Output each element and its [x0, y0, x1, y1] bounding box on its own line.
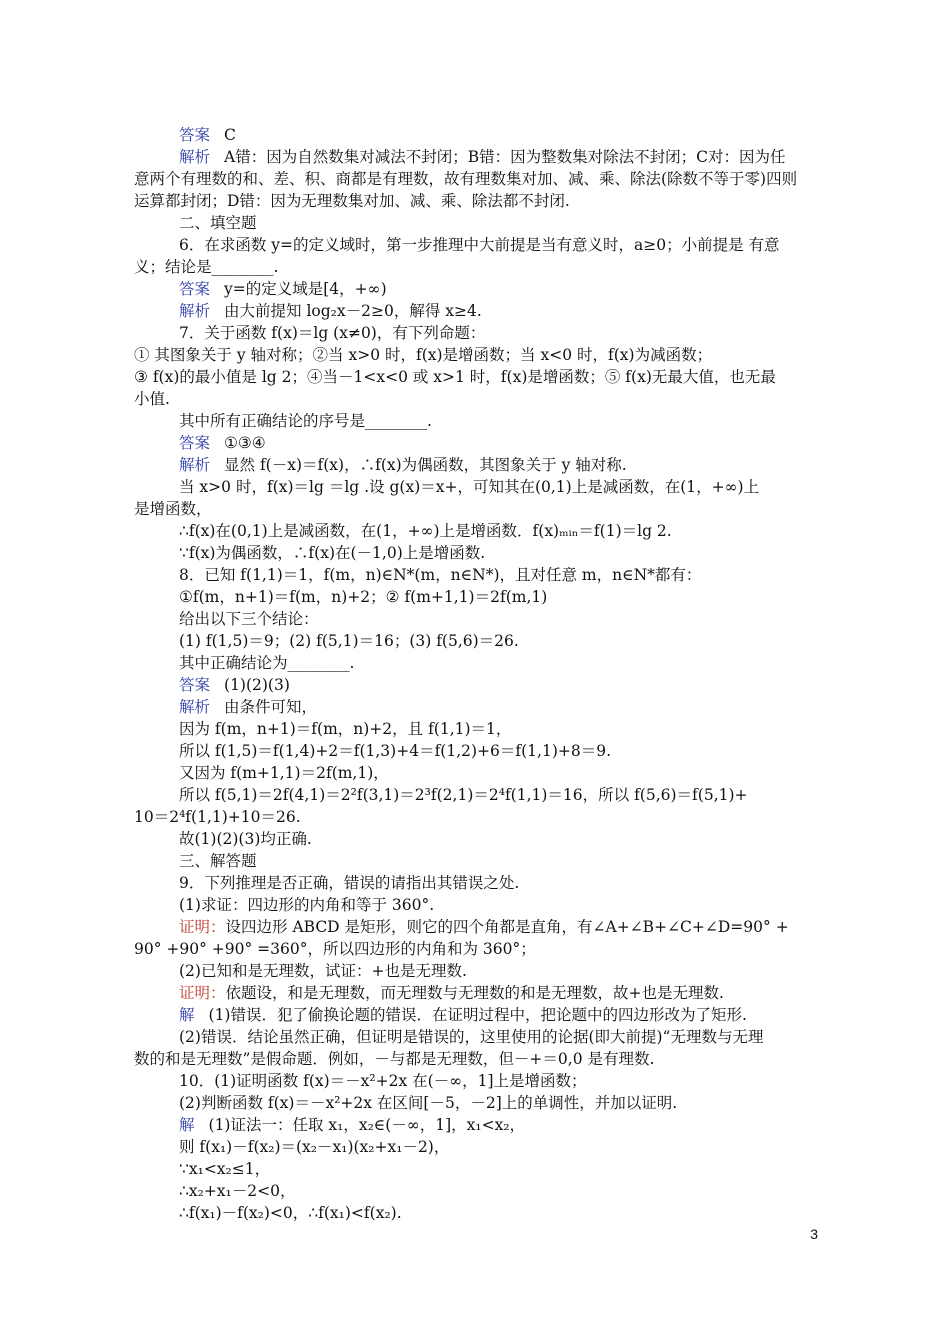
line-text: 其中正确结论为________.	[179, 654, 355, 672]
line-text: 10＝2⁴f(1,1)+10＝26.	[134, 808, 301, 826]
line-text: 三、解答题	[179, 852, 257, 870]
text-line	[179, 322, 485, 344]
text-line	[179, 982, 724, 1004]
line-text: 8．已知 f(1,1)＝1，f(m，n)∈N*(m，n∈N*)，且对任意 m，n∈N*都有：	[179, 566, 702, 584]
text-line	[179, 872, 519, 894]
answer-tag: 答案	[179, 676, 211, 694]
line-text: 9．下列推理是否正确，错误的请指出其错误之处.	[179, 874, 520, 892]
text-line	[179, 1026, 763, 1048]
text-line	[179, 1136, 449, 1158]
line-text: (1)(2)(3)	[224, 676, 290, 694]
answer-tag: 解析	[179, 456, 211, 474]
text-line	[179, 894, 434, 916]
text-line	[179, 1202, 402, 1224]
line-text: A错：因为自然数集对减法不封闭；B错：因为整数集对除法不封闭；C对：因为任	[224, 148, 786, 166]
text-line	[179, 410, 432, 432]
line-text: (2)判断函数 f(x)＝－x²+2x 在区间[－5，－2]上的单调性，并加以证明.	[179, 1094, 678, 1112]
line-text: 故(1)(2)(3)均正确.	[179, 830, 312, 848]
line-text: (1) f(1,5)＝9；(2) f(5,1)＝16；(3) f(5,6)＝26.	[179, 632, 519, 650]
text-line	[179, 960, 467, 982]
text-line	[134, 1048, 654, 1070]
text-line	[179, 784, 748, 806]
line-text: ①f(m，n+1)＝f(m，n)+2；② f(m+1,1)＝2f(m,1)	[179, 588, 548, 606]
text-line	[179, 1070, 587, 1092]
line-text: ① 其图象关于 y 轴对称；②当 x>0 时，f(x)是增函数；当 x<0 时，f(x)为减函数；	[134, 346, 713, 364]
text-line	[179, 234, 780, 256]
line-text: (1)错误．犯了偷换论题的错误．在证明过程中，把论题中的四边形改为了矩形.	[208, 1006, 747, 1024]
text-line	[179, 1158, 270, 1180]
text-line	[179, 740, 611, 762]
line-text: C	[224, 126, 236, 144]
proof-tag: 证明：	[179, 918, 226, 936]
line-text: 则 f(x₁)－f(x₂)＝(x₂－x₁)(x₂+x₁－2)，	[179, 1138, 450, 1156]
line-text: 又因为 f(m+1,1)＝2f(m,1)，	[179, 764, 389, 782]
line-text: (2)已知和是无理数，试证：+也是无理数.	[179, 962, 467, 980]
line-text: 其中所有正确结论的序号是________.	[179, 412, 432, 430]
text-line	[179, 432, 266, 454]
text-line	[134, 806, 301, 828]
line-text: 数的和是无理数”是假命题．例如，－与都是无理数，但－+＝0,0 是有理数.	[134, 1050, 655, 1068]
text-line	[179, 212, 257, 234]
line-text: ∵x₁<x₂≤1，	[179, 1160, 271, 1178]
answer-tag: 解	[179, 1116, 195, 1134]
line-text: 意两个有理数的和、差、积、商都是有理数，故有理数集对加、减、乘、除法(除数不等于零)四则	[134, 170, 798, 188]
text-line	[179, 608, 319, 630]
line-text: (1)证法一：任取 x₁，x₂∈(－∞，1]，x₁<x₂，	[208, 1116, 526, 1134]
line-text: 当 x>0 时，f(x)＝lg ＝lg .设 g(x)＝x+，可知其在(0,1)上是减函数，在(1，+∞)上	[179, 478, 760, 496]
answer-tag: 答案	[179, 126, 211, 144]
text-line	[179, 300, 482, 322]
text-line	[134, 938, 536, 960]
line-text: 给出以下三个结论：	[179, 610, 319, 628]
text-line	[179, 718, 511, 740]
line-text: ③ f(x)的最小值是 lg 2；④当－1<x<0 或 x>1 时，f(x)是增函数；⑤ f(x)无最大值，也无最	[134, 368, 776, 386]
answer-tag: 解析	[179, 148, 211, 166]
text-line	[134, 366, 776, 388]
text-line	[134, 344, 712, 366]
text-line	[134, 256, 278, 278]
line-text: ∴x₂+x₁－2<0，	[179, 1182, 296, 1200]
line-text: 由大前提知 log₂x－2≥0，解得 x≥4.	[224, 302, 482, 320]
line-text: 10．(1)证明函数 f(x)＝－x²+2x 在(－∞，1]上是增函数；	[179, 1072, 587, 1090]
text-line	[179, 542, 485, 564]
line-text: ∴f(x₁)－f(x₂)<0，∴f(x₁)<f(x₂).	[179, 1204, 402, 1222]
line-text: 小值.	[134, 390, 170, 408]
line-text: y=的定义域是[4，+∞)	[224, 280, 387, 298]
line-text: 显然 f(－x)＝f(x)，∴f(x)为偶函数，其图象关于 y 轴对称.	[224, 456, 627, 474]
answer-tag: 答案	[179, 280, 211, 298]
text-line	[134, 190, 570, 212]
line-text: 所以 f(1,5)＝f(1,4)+2＝f(1,3)+4＝f(1,2)+6＝f(1,1)+8＝9.	[179, 742, 612, 760]
text-line	[179, 1114, 525, 1136]
line-text: 6．在求函数 y=的定义域时，第一步推理中大前提是当有意义时，a≥0；小前提是 有意	[179, 236, 780, 254]
line-text: 二、填空题	[179, 214, 257, 232]
text-line	[179, 1092, 677, 1114]
line-text: 由条件可知，	[224, 698, 318, 716]
line-text: ①③④	[224, 434, 266, 452]
text-line	[179, 454, 627, 476]
text-line	[179, 564, 701, 586]
text-line	[179, 652, 354, 674]
text-line	[179, 278, 387, 300]
line-text: 所以 f(5,1)＝2f(4,1)＝2²f(3,1)＝2³f(2,1)＝2⁴f(1,1)＝16，所以 f(5,6)＝f(5,1)+	[179, 786, 748, 804]
text-line	[179, 916, 789, 938]
text-line	[179, 1004, 747, 1026]
line-text: ∵f(x)为偶函数，∴f(x)在(－1,0)上是增函数.	[179, 544, 486, 562]
line-text: 90° +90° +90° =360°，所以四边形的内角和为 360°；	[134, 940, 536, 958]
line-text: 运算都封闭；D错：因为无理数集对加、减、乘、除法都不封闭.	[134, 192, 570, 210]
answer-tag: 解析	[179, 698, 211, 716]
text-line	[179, 520, 672, 542]
answer-tag: 解	[179, 1006, 195, 1024]
line-text: 7．关于函数 f(x)＝lg (x≠0)，有下列命题：	[179, 324, 486, 342]
text-line	[134, 168, 797, 190]
line-text: 是增函数，	[134, 500, 212, 518]
answer-tag: 解析	[179, 302, 211, 320]
text-line	[179, 674, 290, 696]
text-line	[134, 498, 212, 520]
text-line	[179, 146, 785, 168]
line-text: 设四边形 ABCD 是矩形，则它的四个角都是直角，有∠A+∠B+∠C+∠D=90° +	[225, 918, 789, 936]
text-line	[179, 1180, 295, 1202]
page-number: 3	[810, 1226, 818, 1242]
line-text: ∴f(x)在(0,1)上是减函数，在(1，+∞)上是增函数．f(x)ₘᵢₙ＝f(1)＝lg 2.	[179, 522, 672, 540]
line-text: 依题设，和是无理数，而无理数与无理数的和是无理数，故+也是无理数.	[225, 984, 724, 1002]
text-line	[179, 586, 547, 608]
text-line	[179, 828, 312, 850]
text-line	[134, 388, 170, 410]
line-text: 因为 f(m，n+1)＝f(m，n)+2，且 f(1,1)＝1，	[179, 720, 512, 738]
text-line	[179, 850, 257, 872]
text-line	[179, 696, 317, 718]
line-text: (1)求证：四边形的内角和等于 360°.	[179, 896, 435, 914]
proof-tag: 证明：	[179, 984, 226, 1002]
answer-tag: 答案	[179, 434, 211, 452]
line-text: 义；结论是________.	[134, 258, 279, 276]
text-line	[179, 124, 236, 146]
text-line	[179, 762, 389, 784]
text-line	[179, 630, 519, 652]
text-line	[179, 476, 759, 498]
line-text: (2)错误．结论虽然正确，但证明是错误的，这里使用的论据(即大前提)“无理数与无理	[179, 1028, 764, 1046]
